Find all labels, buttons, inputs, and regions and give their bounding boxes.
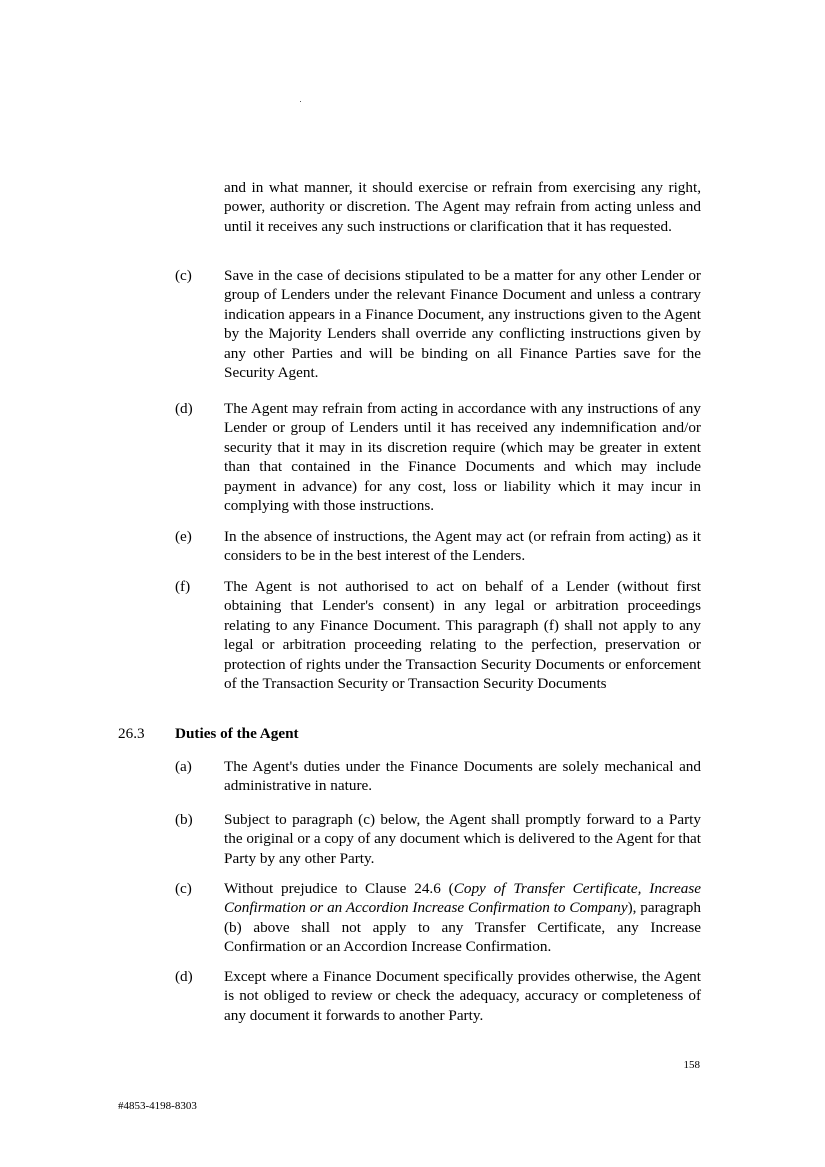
clause-text: Except where a Finance Document specifically provides otherwise, the Agent is not obliged to review or check the adequacy, accuracy or completeness of any document it forwards to another Party. bbox=[224, 968, 701, 1024]
clause-label: (f) bbox=[175, 578, 191, 595]
clause-label: (d) bbox=[175, 400, 193, 417]
continued-paragraph: and in what manner, it should exercise or refrain from exercising any right, power, authority or discretion. The Agent may refrain from acting unless and until it receives any such instructions or clarification that it has requested. bbox=[224, 179, 701, 235]
clause-text-end: ), paragraph (b) above shall not apply to any Transfer Certificate, any Increase Confirmation or an Accordion Increase Confirmation. bbox=[224, 899, 701, 956]
clause-label: (c) bbox=[175, 880, 192, 897]
clause-text: Subject to paragraph (c) below, the Agent shall promptly forward to a Party the original or a copy of any document which is delivered to the Agent for that Party by any other Party. bbox=[224, 811, 702, 867]
clause-label: (e) bbox=[175, 528, 192, 545]
clause-text: The Agent's duties under the Finance Documents are solely mechanical and administrative in nature. bbox=[224, 758, 701, 795]
clause-item-d bbox=[175, 399, 701, 515]
clause-item-c bbox=[175, 266, 701, 382]
clause-item-e bbox=[175, 527, 701, 566]
clause-text-start: Without prejudice to Clause 24.6 ( bbox=[224, 880, 454, 897]
clause-text: Save in the case of decisions stipulated to be a matter for any other Lender or group of Lenders under the relevant Finance Document and unless a contrary indication appears in a Finance Document, any instructions given to the Agent by the Majority Lenders shall override any conflicting instructions given by any other Parties and will be binding on all Finance Parties save for the Security Agent. bbox=[224, 267, 701, 382]
clause-text: The Agent is not authorised to act on behalf of a Lender (without first obtaining that Lender's consent) in any legal or arbitration proceedings relating to any Finance Document. This paragraph (f) shall not apply to any legal or arbitration proceeding relating to the perfection, preservation or protection of rights under the Transaction Security Documents or enforcement of the Transaction Security or Transaction Security Documents bbox=[224, 578, 701, 693]
clause-label: (b) bbox=[175, 811, 193, 828]
duty-item-c bbox=[175, 879, 701, 957]
duty-item-a bbox=[175, 757, 701, 796]
clause-text bbox=[224, 879, 701, 957]
duty-item-b bbox=[175, 810, 701, 868]
section-number: 26.3 bbox=[118, 725, 145, 742]
duty-item-d bbox=[175, 967, 701, 1025]
section-title: Duties of the Agent bbox=[175, 725, 299, 742]
stray-mark bbox=[300, 101, 301, 102]
clause-text: In the absence of instructions, the Agent may act (or refrain from acting) as it considers to be in the best interest of the Lenders. bbox=[224, 528, 701, 565]
clause-reference-title: Copy of Transfer Certificate, Increase Confirmation or an Accordion Increase Confirmation to Company bbox=[224, 880, 701, 917]
document-reference: #4853-4198-8303 bbox=[118, 1100, 197, 1112]
clause-label: (c) bbox=[175, 267, 192, 284]
page-number: 158 bbox=[683, 1059, 700, 1071]
clause-text: The Agent may refrain from acting in accordance with any instructions of any Lender or group of Lenders until it has received any indemnification and/or security that it may in its discretion require (which may be greater in extent than that contained in the Finance Documents and which may include payment in advance) for any cost, loss or liability which it may incur in complying with those instructions. bbox=[224, 400, 701, 515]
clause-item-f bbox=[175, 577, 701, 693]
section-heading bbox=[118, 724, 718, 743]
clause-label: (d) bbox=[175, 968, 193, 985]
clause-label: (a) bbox=[175, 758, 192, 775]
